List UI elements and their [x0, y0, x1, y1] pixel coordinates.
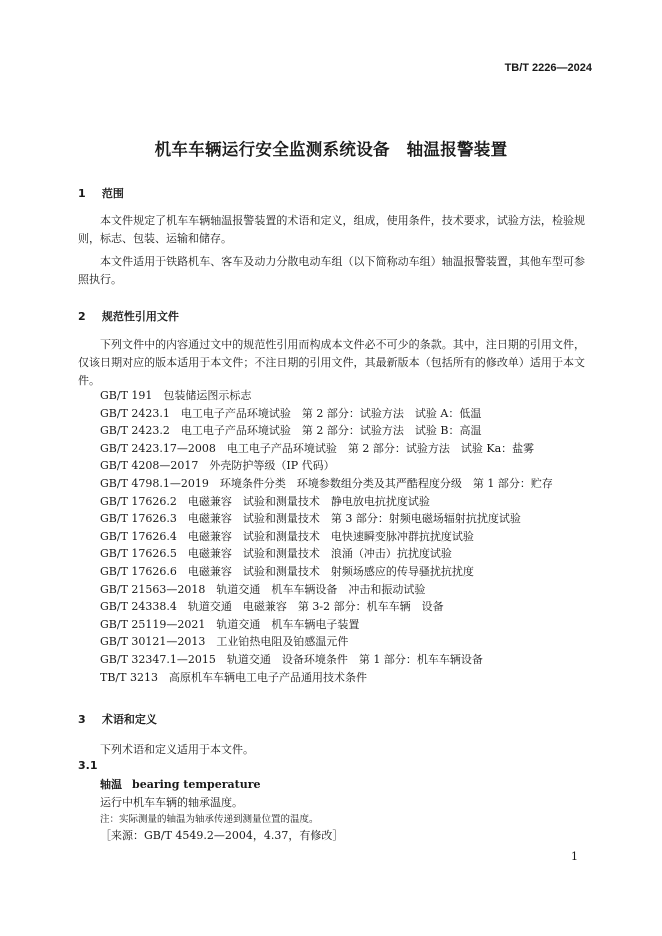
section-number: 1 [78, 187, 86, 200]
reference-item: GB/T 17626.5 电磁兼容 试验和测量技术 浪涌（冲击）抗扰度试验 [100, 547, 452, 561]
document-code: TB/T 2226—2024 [504, 62, 592, 74]
reference-item: GB/T 17626.6 电磁兼容 试验和测量技术 射频场感应的传导骚扰抗扰度 [100, 564, 474, 578]
reference-item: GB/T 4798.1—2019 环境条件分类 环境参数组分类及其严酷程度分级 第 1 部分：贮存 [100, 476, 553, 490]
scope-paragraph-1: 本文件规定了机车车辆轴温报警装置的术语和定义，组成，使用条件，技术要求，试验方法，检验规则，标志、包装、运输和储存。 [78, 214, 585, 245]
reference-item: GB/T 2423.17—2008 电工电子产品环境试验 第 2 部分：试验方法 试验 Ka：盐雾 [100, 441, 535, 455]
term-english: bearing temperature [132, 778, 261, 791]
reference-item: GB/T 32347.1—2015 轨道交通 设备环境条件 第 1 部分：机车车辆设备 [100, 652, 483, 666]
reference-item: GB/T 24338.4 轨道交通 电磁兼容 第 3-2 部分：机车车辆 设备 [100, 600, 444, 614]
references-intro: 下列文件中的内容通过文中的规范性引用而构成本文件必不可少的条款。其中，注日期的引用文件，仅该日期对应的版本适用于本文件；不注日期的引用文件，其最新版本（包括所有的修改单）适用于本文件。 [78, 338, 585, 387]
reference-item: GB/T 191 包装储运图示标志 [100, 389, 252, 402]
section-3-heading [78, 711, 157, 727]
reference-item: GB/T 25119—2021 轨道交通 机车车辆电子装置 [100, 617, 360, 631]
reference-item: GB/T 2423.2 电工电子产品环境试验 第 2 部分：试验方法 试验 B：高温 [100, 424, 482, 438]
term-definition: 运行中机车车辆的轴承温度。 [100, 796, 243, 809]
normative-references-list [100, 387, 553, 686]
section-title: 规范性引用文件 [101, 310, 179, 323]
reference-item: GB/T 17626.4 电磁兼容 试验和测量技术 电快速瞬变脉冲群抗扰度试验 [100, 529, 474, 543]
scope-paragraph-2: 本文件适用于铁路机车、客车及动力分散电动车组（以下简称动车组）轴温报警装置，其他车型可参照执行。 [78, 255, 585, 286]
reference-item: GB/T 2423.1 电工电子产品环境试验 第 2 部分：试验方法 试验 A：低温 [100, 406, 482, 420]
reference-item: TB/T 3213 高原机车车辆电工电子产品通用技术条件 [100, 670, 367, 684]
term-source: ［来源：GB/T 4549.2—2004，4.37，有修改］ [100, 829, 344, 842]
section-title: 术语和定义 [101, 713, 157, 726]
page-number: 1 [571, 850, 578, 863]
reference-item: GB/T 4208—2017 外壳防护等级（IP 代码） [100, 459, 335, 473]
reference-item: GB/T 30121—2013 工业铂热电阻及铂感温元件 [100, 635, 349, 649]
reference-item: GB/T 17626.3 电磁兼容 试验和测量技术 第 3 部分：射频电磁场辐射抗扰度试验 [100, 512, 521, 526]
section-2-heading [78, 308, 179, 324]
term-chinese: 轴温 [100, 778, 122, 791]
section-1-heading [78, 185, 124, 201]
section-title: 范围 [101, 187, 124, 200]
document-title: 机车车辆运行安全监测系统设备 轴温报警装置 [154, 140, 508, 159]
section-number: 3 [78, 713, 86, 726]
section-number: 2 [78, 310, 86, 323]
reference-item: GB/T 17626.2 电磁兼容 试验和测量技术 静电放电抗扰度试验 [100, 494, 430, 508]
terms-intro: 下列术语和定义适用于本文件。 [100, 743, 254, 756]
clause-number: 3.1 [78, 759, 98, 772]
reference-item: GB/T 21563—2018 轨道交通 机车车辆设备 冲击和振动试验 [100, 582, 426, 596]
term-entry [100, 776, 261, 792]
term-note: 注：实际测量的轴温为轴承传递到测量位置的温度。 [100, 814, 319, 825]
